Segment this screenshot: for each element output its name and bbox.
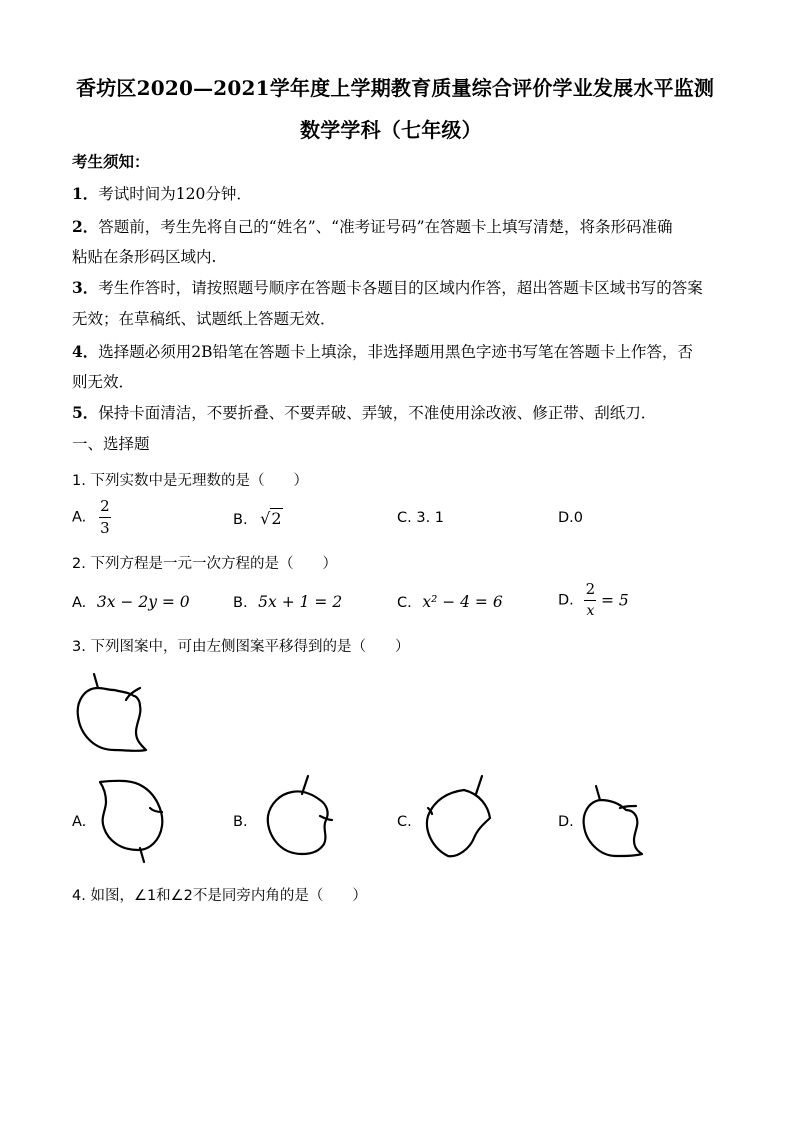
q3-option-d-label[interactable]: D. (558, 814, 574, 830)
notice-item-1: 1．考试时间为120分钟． (72, 184, 252, 203)
q2-option-c[interactable]: C. x² − 4 = 6 (397, 593, 503, 611)
reference-leaf-figure (74, 672, 154, 757)
page-title-line1: 香坊区2020—2021学年度上学期教育质量综合评价学业发展水平监测 (76, 76, 715, 100)
page-title-line2: 数学学科（七年级） (300, 118, 482, 142)
q3-option-d-leaf[interactable] (578, 784, 648, 860)
notice-item-4-cont: 则无效． (72, 373, 135, 391)
q3-option-c-leaf[interactable] (418, 772, 500, 864)
q3-option-b-leaf[interactable] (262, 774, 342, 864)
notice-item-4: 4．选择题必须用2B铅笔在答题卡上填涂，非选择题用黑色字迹书写笔在答题卡上作答，否 (72, 342, 694, 361)
notice-item-5: 5．保持卡面清洁，不要折叠、不要弄破、弄皱，不准使用涂改液、修正带、刮纸刀． (72, 403, 657, 422)
q3-option-a-label[interactable]: A. (72, 814, 87, 830)
notice-item-2: 2．答题前，考生先将自己的“姓名”、“准考证号码”在答题卡上填写清楚，将条形码准确 (72, 217, 673, 236)
q2-option-d[interactable]: D. $\frac{2}{x}$ = 5 (558, 580, 629, 619)
q1-option-b[interactable]: B. √2 (233, 509, 282, 528)
q3-option-b-label[interactable]: B. (233, 814, 248, 830)
notice-item-3: 3．考生作答时，请按照题号顺序在答题卡各题目的区域内作答，超出答题卡区域书写的答案 (72, 278, 703, 297)
q3-option-c-label[interactable]: C. (397, 814, 412, 830)
q2-option-b[interactable]: B. 5x + 1 = 2 (233, 593, 343, 611)
question-3-stem: 3. 下列图案中，可由左侧图案平移得到的是（ ） (72, 639, 410, 655)
q3-option-a-leaf[interactable] (92, 778, 172, 864)
notice-heading: 考生须知： (72, 152, 150, 171)
section-heading: 一、选择题 (72, 435, 150, 453)
q1-option-d[interactable]: D.0 (558, 510, 584, 526)
question-2-stem: 2. 下列方程是一元一次方程的是（ ） (72, 556, 337, 572)
question-1-stem: 1. 下列实数中是无理数的是（ ） (72, 473, 308, 489)
notice-item-3-cont: 无效；在草稿纸、试题纸上答题无效． (72, 310, 336, 328)
q1-option-a[interactable]: A. $\frac{2}{3}$ (72, 497, 110, 537)
q1-option-c[interactable]: C. 3. 1 (397, 510, 445, 526)
notice-item-2-cont: 粘贴在条形码区域内. (72, 248, 217, 266)
question-4-stem: 4. 如图，∠1和∠2不是同旁内角的是（ ） (72, 888, 367, 904)
q2-option-a[interactable]: A. 3x − 2y = 0 (72, 593, 190, 611)
